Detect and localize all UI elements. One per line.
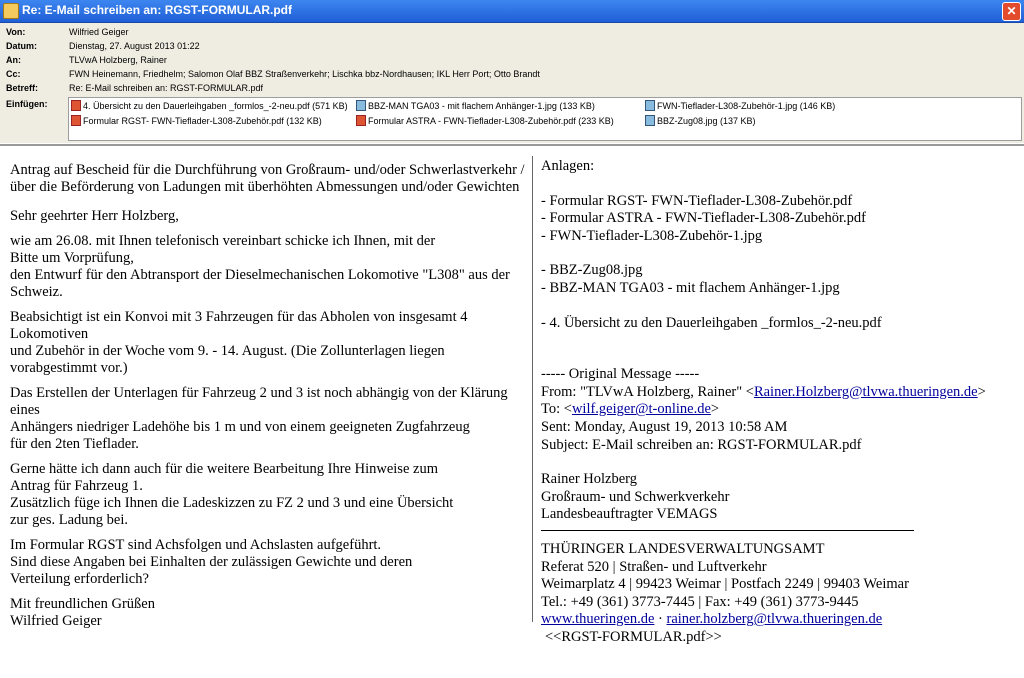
window-titlebar — [0, 0, 1024, 23]
attachment-line: - BBZ-MAN TGA03 - mit flachem Anhänger-1.jpg — [541, 279, 840, 296]
attachment-line: - Formular RGST- FWN-Tieflader-L308-Zubehör.pdf — [541, 192, 853, 209]
attach-label: Einfügen: — [6, 99, 48, 109]
attachment-line: - 4. Übersicht zu den Dauerleihgaben _formlos_-2-neu.pdf — [541, 314, 882, 331]
pdf-icon — [71, 115, 81, 126]
image-file-icon — [356, 100, 366, 111]
subject-value: Re: E-Mail schreiben an: RGST-FORMULAR.pdf — [69, 83, 264, 93]
from-prefix: From: "TLVwA Holzberg, Rainer" < — [541, 383, 754, 400]
pdf-icon — [356, 115, 366, 126]
attachment-item[interactable] — [71, 100, 348, 113]
cc-label: Cc: — [6, 69, 21, 79]
attachment-name: Formular RGST- FWN-Tieflader-L308-Zubehör.pdf (132 KB) — [83, 116, 322, 126]
original-subject: Subject: E-Mail schreiben an: RGST-FORMULAR.pdf — [541, 436, 862, 453]
image-file-icon — [645, 100, 655, 111]
attachment-item[interactable] — [71, 115, 322, 128]
body-paragraph: Im Formular RGST sind Achsfolgen und Achslasten aufgeführt. Sind diese Angaben bei Einhalten der zulässigen Gewichte und deren Verteilung erforderlich? — [10, 537, 413, 587]
message-header — [0, 23, 1024, 143]
window-title: Re: E-Mail schreiben an: RGST-FORMULAR.pdf — [22, 3, 293, 17]
attachment-name: 4. Übersicht zu den Dauerleihgaben _formlos_-2-neu.pdf (571 KB) — [83, 101, 348, 111]
message-body-left — [10, 162, 525, 638]
to-suffix: > — [710, 401, 720, 418]
attachment-line: - FWN-Tieflader-L308-Zubehör-1.jpg — [541, 227, 763, 244]
quote-divider — [532, 156, 533, 622]
org-name: THÜRINGER LANDESVERWALTUNGSAMT — [541, 540, 825, 557]
attachment-name: BBZ-MAN TGA03 - mit flachem Anhänger-1.jpg (133 KB) — [368, 101, 595, 111]
message-body-right — [541, 158, 1021, 646]
date-label: Datum: — [6, 41, 37, 51]
header-divider — [0, 144, 1024, 146]
attachment-name: FWN-Tieflader-L308-Zubehör-1.jpg (146 KB) — [657, 101, 836, 111]
greeting: Sehr geehrter Herr Holzberg, — [10, 208, 179, 224]
cc-value: FWN Heinemann, Friedhelm; Salomon Olaf BBZ Straßenverkehr; Lischka bbz-Nordhausen; IKL Herr Port; Otto Brandt — [69, 69, 540, 79]
body-paragraph: Antrag auf Bescheid für die Durchführung von Großraum- und/oder Schwerlastverkehr / über die Beförderung von Ladungen mit überhöhten Abmessungen und/oder Gewichten — [10, 162, 525, 195]
attachments-heading: Anlagen: — [541, 158, 595, 174]
body-paragraph: wie am 26.08. mit Ihnen telefonisch vereinbart schicke ich Ihnen, mit der Bitte um Vorprüfung, den Entwurf für den Abtransport der Dieselmechanischen Lokomotive "L308" aus der Schweiz. — [10, 233, 510, 300]
org-links — [541, 611, 1021, 629]
sig-role: Landesbeauftragter VEMAGS — [541, 506, 718, 523]
sig-name: Rainer Holzberg — [541, 471, 637, 488]
to-value: TLVwA Holzberg, Rainer — [69, 55, 167, 65]
attachment-reference: <<RGST-FORMULAR.pdf>> — [545, 628, 722, 645]
to-prefix: To: < — [541, 401, 572, 418]
attachment-item[interactable] — [645, 100, 835, 113]
to-label: An: — [6, 55, 21, 65]
separator-dot: · — [654, 611, 667, 628]
original-message-header: ----- Original Message ----- — [541, 366, 700, 383]
close-button[interactable]: ✕ — [1002, 2, 1021, 21]
original-from — [541, 384, 1021, 402]
signature-separator — [541, 530, 914, 531]
envelope-icon — [3, 3, 19, 19]
org-ref: Referat 520 | Straßen- und Luftverkehr — [541, 558, 767, 575]
from-suffix: > — [977, 383, 986, 400]
signature: Mit freundlichen Grüßen Wilfried Geiger — [10, 596, 155, 629]
date-value: Dienstag, 27. August 2013 01:22 — [69, 41, 200, 51]
original-sent: Sent: Monday, August 19, 2013 10:58 AM — [541, 418, 788, 435]
attachment-line: - Formular ASTRA - FWN-Tieflader-L308-Zubehör.pdf — [541, 210, 866, 227]
from-label: Von: — [6, 27, 26, 37]
to-email-link[interactable]: wilf.geiger@t-online.de — [571, 401, 711, 418]
original-to — [541, 401, 1021, 419]
org-phone: Tel.: +49 (361) 3773-7445 | Fax: +49 (361) 3773-9445 — [541, 593, 859, 610]
from-email-link[interactable]: Rainer.Holzberg@tlvwa.thueringen.de — [753, 383, 978, 400]
attachments-box — [68, 97, 1022, 141]
website-link[interactable]: www.thueringen.de — [541, 611, 655, 628]
email-link[interactable]: rainer.holzberg@tlvwa.thueringen.de — [666, 611, 883, 628]
attachment-item[interactable] — [356, 115, 614, 128]
body-paragraph: Beabsichtigt ist ein Konvoi mit 3 Fahrzeugen für das Abholen von insgesamt 4 Lokomotiven und Zubehör in der Woche vom 9. - 14. August. (Die Zollunterlagen liegen vorabgestimmt vor.) — [10, 309, 468, 376]
attachment-item[interactable] — [645, 115, 756, 128]
body-paragraph: Das Erstellen der Unterlagen für Fahrzeug 2 und 3 ist noch abhängig von der Klärung eines Anhängers niedriger Ladehöhe bis 1 m und von einem geeigneten Zugfahrzeug für den 2ten Tieflader. — [10, 385, 508, 452]
org-address: Weimarplatz 4 | 99423 Weimar | Postfach 2249 | 99403 Weimar — [541, 576, 909, 593]
attachment-line: - BBZ-Zug08.jpg — [541, 262, 643, 279]
sig-dept: Großraum- und Schwerkverkehr — [541, 488, 730, 505]
body-paragraph: Gerne hätte ich dann auch für die weitere Bearbeitung Ihre Hinweise zum Antrag für Fahrzeug 1. Zusätzlich füge ich Ihnen die Ladeskizzen zu FZ 2 und 3 und eine Übersicht zur ges. Ladung bei. — [10, 461, 454, 528]
attachment-item[interactable] — [356, 100, 595, 113]
attachment-name: Formular ASTRA - FWN-Tieflader-L308-Zubehör.pdf (233 KB) — [368, 116, 614, 126]
subject-label: Betreff: — [6, 83, 39, 93]
image-file-icon — [645, 115, 655, 126]
pdf-icon — [71, 100, 81, 111]
from-value: Wilfried Geiger — [69, 27, 129, 37]
attachment-name: BBZ-Zug08.jpg (137 KB) — [657, 116, 756, 126]
